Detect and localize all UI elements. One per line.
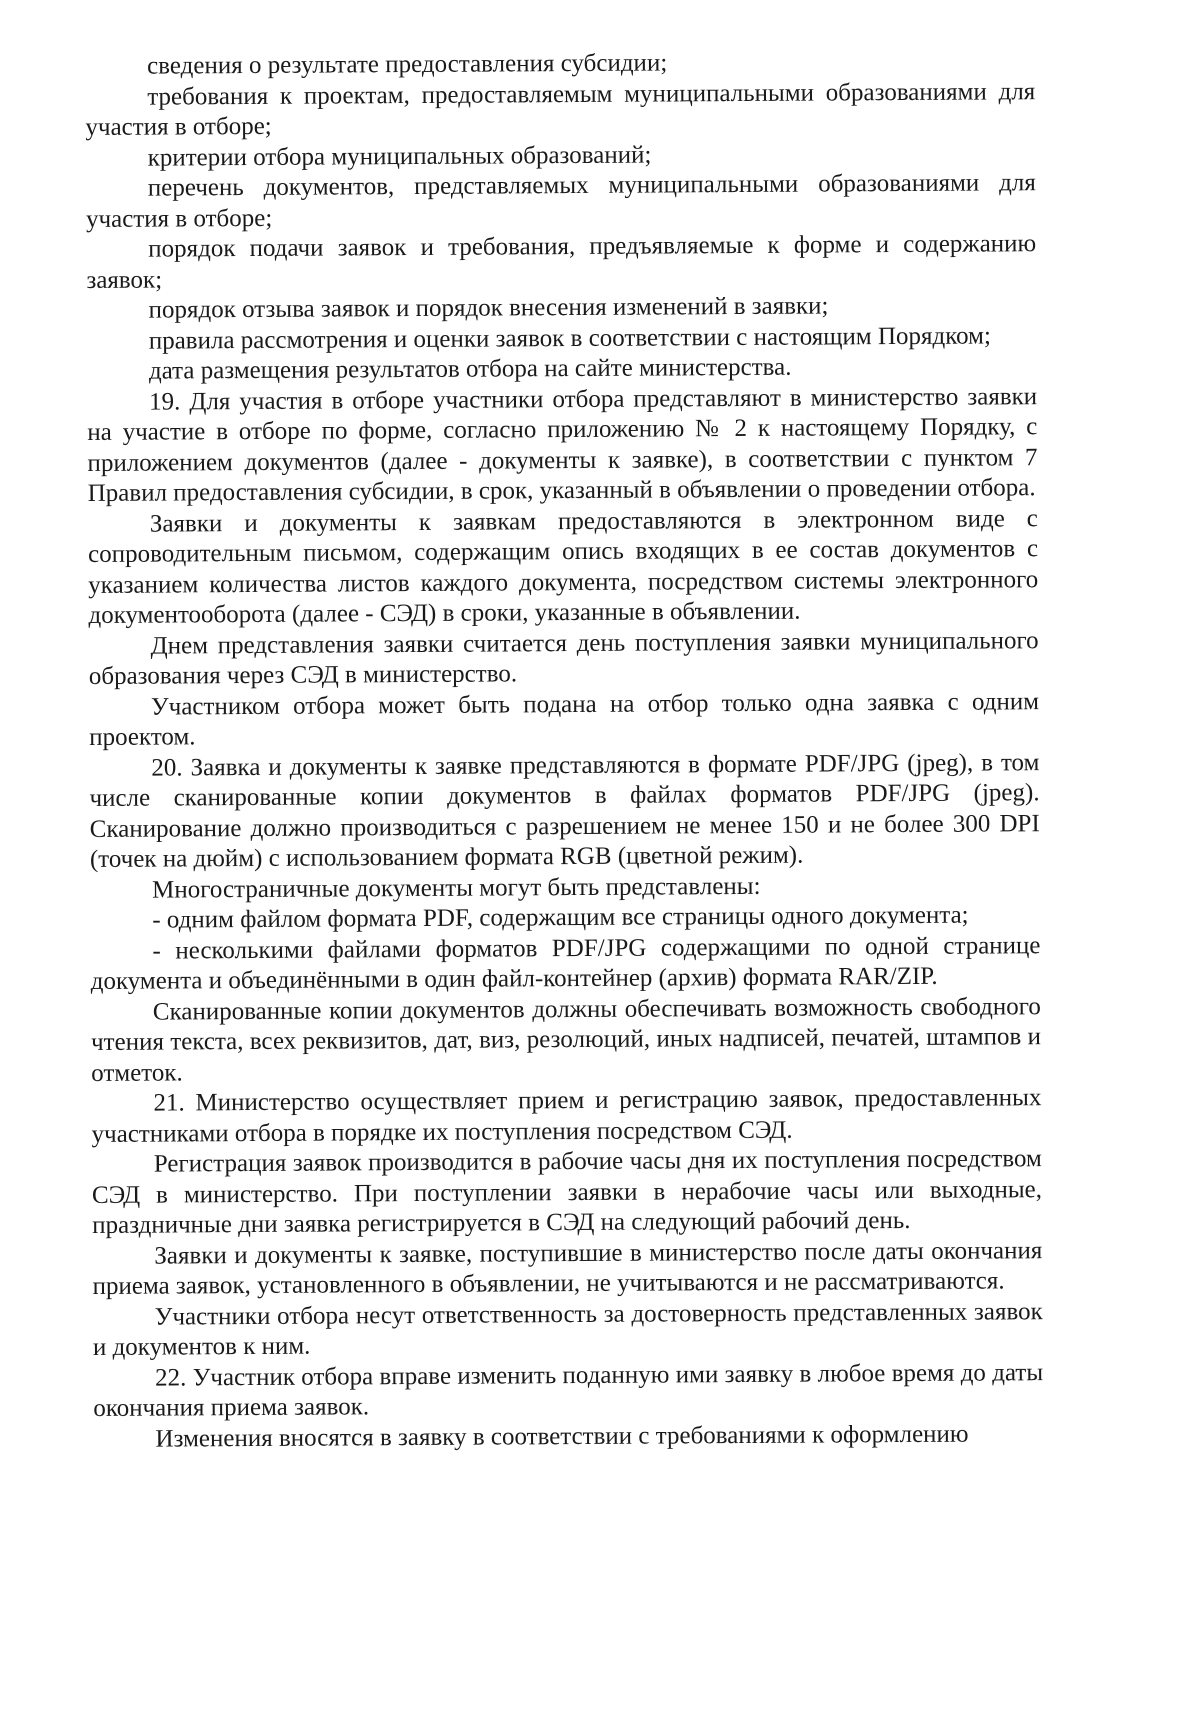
paragraph: Сканированные копии документов должны обеспечивать возможность свободного чтения текста, всех реквизитов, дат, виз, резолюций, иных надписей, печатей, штампов и отметок.	[90, 992, 1042, 1087]
paragraph: 20. Заявка и документы к заявке представляются в формате PDF/JPG (jpeg), в том числе сканированные копии документов в файлах форматов PDF/JPG (jpeg). Сканирование должно производиться с разрешением не менее 150 и не более 300 DPI (точек на дюйм) с использованием формата RGB (цветной режим).	[89, 748, 1040, 873]
paragraph: Изменения вносятся в заявку в соответствии с требованиями к оформлению	[155, 1420, 969, 1453]
paragraph: критерии отбора муниципальных образований;	[147, 141, 652, 172]
paragraph: перечень документов, представляемых муниципальными образованиями для участия в отборе;	[85, 169, 1036, 233]
paragraph: - одним файлом формата PDF, содержащим все страницы одного документа;	[152, 901, 969, 934]
paragraph: требования к проектам, предоставляемым муниципальными образованиями для участия в отборе;	[85, 77, 1036, 141]
paragraph: Участники отбора несут ответственность за достоверность представленных заявок и документов к ним.	[92, 1297, 1043, 1361]
paragraph: порядок отзыва заявок и порядок внесения изменений в заявки;	[148, 292, 829, 324]
paragraph: Регистрация заявок производится в рабочие часы дня их поступления посредством СЭД в министерство. При поступлении заявки в нерабочие часы или выходные, праздничные дни заявка регистрируется в СЭД на следующий рабочий день.	[91, 1145, 1043, 1239]
paragraph: сведения о результате предоставления субсидии;	[147, 49, 668, 80]
paragraph: Участником отбора может быть подана на отбор только одна заявка с одним проектом.	[89, 687, 1040, 751]
paragraph: Заявки и документы к заявкам предоставляются в электронном виде с сопроводительным письмом, содержащим опись входящих в ее состав документов с указанием количества листов каждого документа, посредством системы электронного документооборота (далее - СЭД) в сроки, указанные в объявлении.	[87, 504, 1039, 629]
paragraph: 21. Министерство осуществляет прием и регистрацию заявок, предоставленных участниками отбора в порядке их поступления посредством СЭД.	[91, 1084, 1042, 1148]
paragraph: Заявки и документы к заявке, поступившие в министерство после даты окончания приема заявок, установленного в объявлении, не учитываются и не рассматриваются.	[92, 1236, 1043, 1300]
paragraph: 22. Участник отбора вправе изменить поданную ими заявку в любое время до даты окончания приема заявок.	[93, 1358, 1044, 1422]
document-page	[85, 46, 1044, 1455]
paragraph: Многостраничные документы могут быть представлены:	[152, 872, 761, 904]
paragraph: порядок подачи заявок и требования, предъявляемые к форме и содержанию заявок;	[86, 230, 1037, 294]
paragraph: дата размещения результатов отбора на сайте министерства.	[148, 353, 792, 385]
paragraph: - несколькими файлами форматов PDF/JPG содержащими по одной странице документа и объединёнными в один файл-контейнер (архив) формата RAR/ZIP.	[90, 931, 1041, 995]
paragraph: правила рассмотрения и оценки заявок в соответствии с настоящим Порядком;	[148, 321, 991, 355]
paragraph: 19. Для участия в отборе участники отбора представляют в министерство заявки на участие в отборе по форме, согласно приложению № 2 к настоящему Порядку, с приложением документов (далее - документы к заявке), в соответствии с пунктом 7 Правил предоставления субсидии, в срок, указанный в объявлении о проведении отбора.	[87, 382, 1038, 507]
paragraph: Днем представления заявки считается день поступления заявки муниципального образования через СЭД в министерство.	[88, 626, 1039, 690]
